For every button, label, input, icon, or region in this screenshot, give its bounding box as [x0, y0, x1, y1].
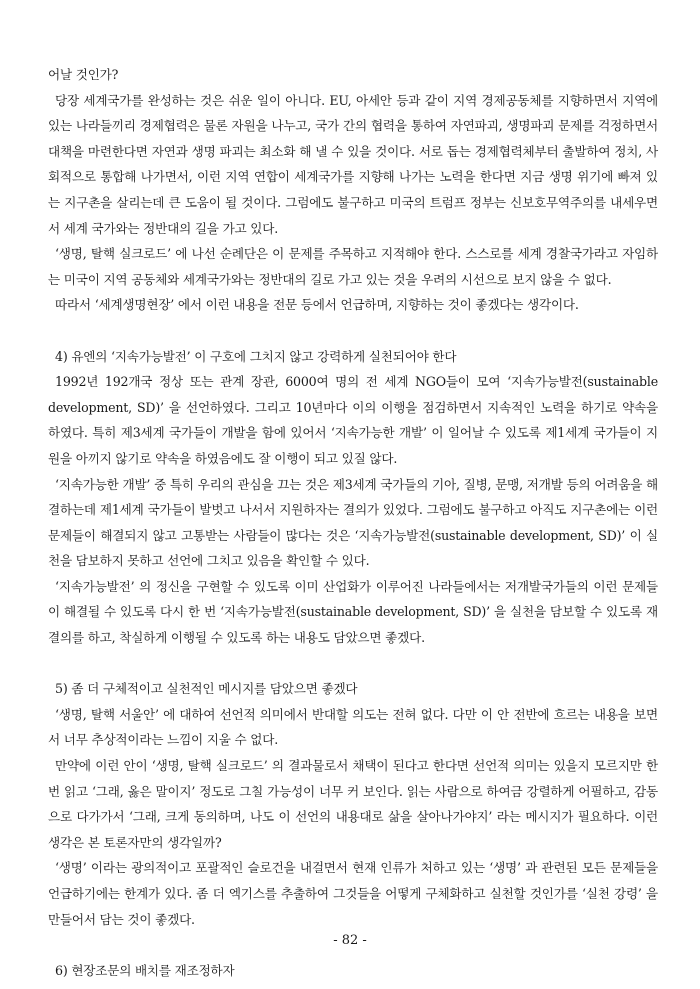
paragraph-spirit: ‘지속가능발전’ 의 정신을 구현할 수 있도록 이미 산업화가 이루어진 나라들에서는 저개발국가들의 이런 문제들이 해결될 수 있도록 다시 한 번 ‘지속가능발전(sustainable development, SD)’ 을 실천을 담보할 수 있도록 재 결의를 하고, 착실하게 이행될 수 있도록 하는 내용도 담았으면 좋겠다.	[48, 578, 658, 646]
paragraph-life-slogan: ‘생명’ 이라는 광의적이고 포괄적인 슬로건을 내걸면서 현재 인류가 처하고 있는 ‘생명’ 과 관련된 모든 문제들을 언급하기에는 한계가 있다. 좀 더 엑기스를 추출하여 그것들을 어떻게 구체화하고 실천할 것인가를 ‘실천 강령’ 을 만들어서 담는 것이 좋겠다.	[48, 860, 658, 927]
section-gap	[48, 651, 658, 677]
paragraph-1992: 1992년 192개국 정상 또는 관계 장관, 6000여 명의 전 세계 NGO들이 모여 ‘지속가능발전(sustainable development, SD)’ 을 선언하였다. 그리고 10년마다 이의 이행을 점검하면서 지속적인 노력을 하기로 약속을 하였다. 특히 제3세계 국가들이 개발을 함에 있어서 ‘지속가능한 개발’ 이 일어날 수 있도록 제1세계 국가들이 지원을 아끼지 않기로 약속을 하였음에도 잘 이행이 되고 있질 않다.	[48, 374, 658, 466]
document-body	[48, 62, 658, 983]
paragraph-seoul-draft: ‘생명, 탈핵 서울안’ 에 대하여 선언적 의미에서 반대할 의도는 전혀 없다. 다만 이 안 전반에 흐르는 내용을 보면서 너무 추상적이라는 느낌이 지울 수 없다.	[48, 706, 658, 748]
paragraph-pilgrims: ‘생명, 탈핵 실크로드’ 에 나선 순례단은 이 문제를 주목하고 지적해야 한다. 스스로를 세계 경찰국가라고 자임하는 미국이 지역 공동체와 세계국가와는 정반대의 길로 가고 있는 것을 우려의 시선으로 보지 않을 수 없다.	[48, 246, 658, 287]
section-heading-5: 5) 좀 더 구체적이고 실천적인 메시지를 담았으면 좋겠다	[55, 681, 358, 697]
section-heading-4: 4) 유엔의 ‘지속가능발전’ 이 구호에 그치지 않고 강력하게 실천되어야 한다	[55, 348, 457, 364]
paragraph-continuation: 어날 것인가?	[48, 67, 119, 82]
paragraph-world-state: 당장 세계국가를 완성하는 것은 쉬운 일이 아니다. EU, 아세안 등과 같이 지역 경제공동체를 지향하면서 지역에 있는 나라들끼리 경제협력은 물론 자원을 나누고, 국가 간의 협력을 통하여 자연파괴, 생명파괴 문제를 걱정하면서 대책을 마련한다면 자연과 생명 파괴는 최소화 해 낼 수 있을 것이다. 서로 돕는 경제협력체부터 출발하여 정치, 사회적으로 통합해 나가면서, 이런 지역 연합이 세계국가를 지향해 나가는 노력을 한다면 지금 생명 위기에 빠져 있는 지구촌을 살리는데 큰 도움이 될 것이다. 그럼에도 불구하고 미국의 트럼프 정부는 신보호무역주의를 내세우면서 세계 국가와는 정반대의 길을 가고 있다.	[48, 92, 658, 236]
paragraph-if-adopted: 만약에 이런 안이 ‘생명, 탈핵 실크로드’ 의 결과물로서 채택이 된다고 한다면 선언적 의미는 있을지 모르지만 한 번 읽고 ‘그래, 옳은 말이지’ 정도로 그칠 가능성이 너무 커 보인다. 읽는 사람으로 하여금 강렬하게 어필하고, 감동으로 다가가서 ‘그래, 크게 동의하며, 나도 이 선언의 내용대로 삶을 살아나가야지’ 라는 메시지가 필요하다. 이런 생각은 본 토론자만의 생각일까?	[48, 758, 658, 850]
paragraph-sustainable-dev: ‘지속가능한 개발’ 중 특히 우리의 관심을 끄는 것은 제3세계 국가들의 기아, 질병, 문맹, 저개발 등의 어려움을 해결하는데 제1세계 국가들이 발벗고 나서서 지원하자는 결의가 있었다. 그럼에도 불구하고 아직도 지구촌에는 이런 문제들이 해결되지 않고 고통받는 사람들이 많다는 것은 ‘지속가능발전(sustainable development, SD)’ 이 실천을 담보하지 못하고 선언에 그치고 있음을 확인할 수 있다.	[48, 476, 658, 569]
section-heading-6: 6) 현장조문의 배치를 재조정하자	[55, 962, 235, 978]
paragraph-therefore: 따라서 ‘세계생명현장’ 에서 이런 내용을 전문 등에서 언급하며, 지향하는 것이 좋겠다는 생각이다.	[55, 297, 579, 313]
section-gap	[48, 318, 658, 344]
page-number: - 82 -	[333, 933, 367, 948]
